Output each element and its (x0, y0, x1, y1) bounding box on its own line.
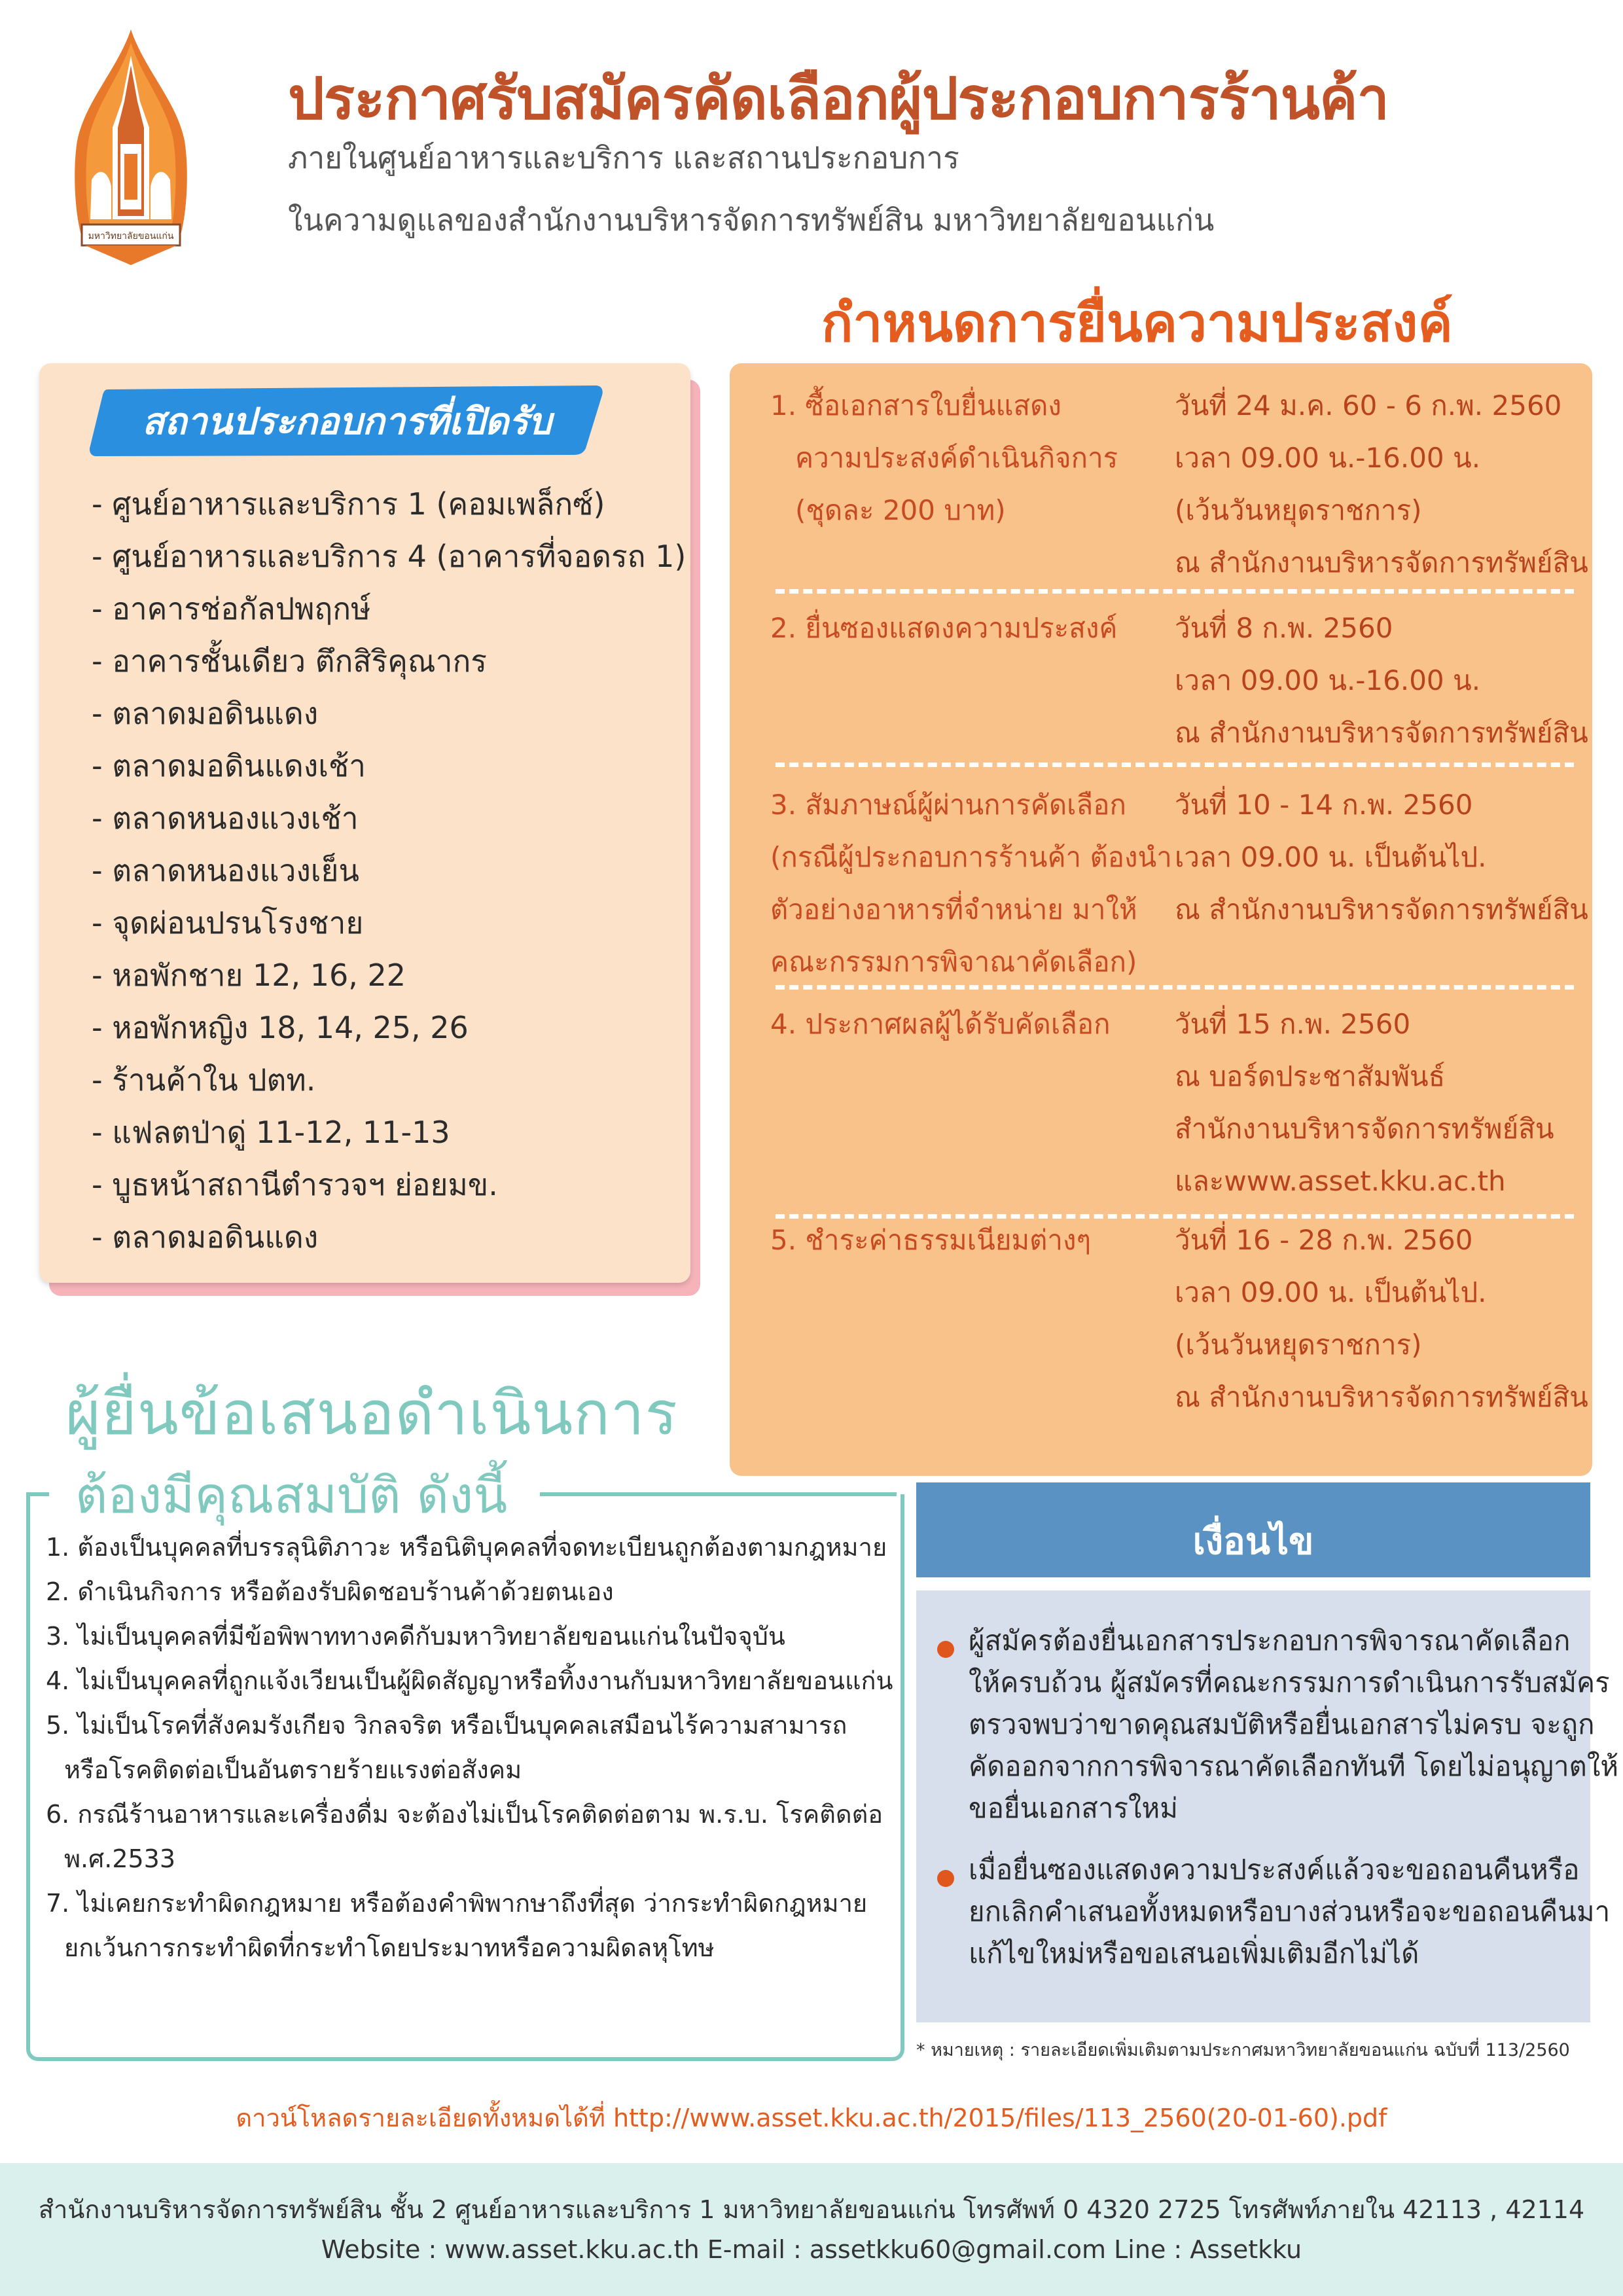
schedule-step-text-line: คณะกรรมการพิจาณาคัดเลือก) (770, 946, 1137, 978)
site-item: - บูธหน้าสถานีตำรวจฯ ย่อยมข. (92, 1167, 498, 1202)
page-subtitle-line-1: ภายในศูนย์อาหารและบริการ และสถานประกอบการ (288, 140, 959, 175)
qualification-item-line: 2. ดำเนินกิจการ หรือต้องรับผิดชอบร้านค้าด้วยตนเอง (46, 1577, 614, 1606)
footer-contacts: Website : www.asset.kku.ac.th E-mail : assetkku60@gmail.com Line : Assetkku (321, 2235, 1302, 2264)
schedule-step-detail-line: ณ บอร์ดประชาสัมพันธ์ (1175, 1060, 1446, 1092)
site-item: - ศูนย์อาหารและบริการ 1 (คอมเพล็กซ์) (92, 486, 605, 522)
schedule-step-detail (1175, 380, 1588, 589)
schedule-divider (776, 1214, 1574, 1219)
download-link-text: ดาวน์โหลดรายละเอียดทั้งหมดได้ที่ http://www.asset.kku.ac.th/2015/files/113_2560(20-01-60).pdf (236, 2104, 1387, 2132)
qualifications-list (46, 1525, 893, 1970)
qualification-item-line: 1. ต้องเป็นบุคคลที่บรรลุนิติภาวะ หรือนิติบุคคลที่จดทะเบียนถูกต้องตามกฎหมาย (46, 1533, 887, 1562)
site-item: - ตลาดหนองแวงเย็น (92, 853, 359, 888)
qualification-item-line: 3. ไม่เป็นบุคคลที่มีข้อพิพาททางคดีกับมหาวิทยาลัยขอนแก่นในปัจจุบัน (46, 1622, 785, 1651)
qualification-item-line: 5. ไม่เป็นโรคที่สังคมรังเกียจ วิกลจริต หรือเป็นบุคคลเสมือนไร้ความสามารถ (46, 1711, 847, 1740)
schedule-step-text (770, 1214, 1189, 1266)
schedule-step-detail-line: เวลา 09.00 น.-16.00 น. (1175, 664, 1481, 696)
schedule-step-detail (1175, 1214, 1588, 1424)
qualification-item-line: 7. ไม่เคยกระทำผิดกฎหมาย หรือต้องคำพิพากษาถึงที่สุด ว่ากระทำผิดกฎหมาย (46, 1889, 868, 1918)
qualifications-subtitle: ต้องมีคุณสมบัติ ดังนี้ (75, 1466, 508, 1524)
schedule-step-detail (1175, 998, 1580, 1208)
condition-item-line: ผู้สมัครต้องยื่นเอกสารประกอบการพิจารณาคัดเลือก (969, 1624, 1571, 1657)
schedule-step-detail-line: วันที่ 16 - 28 ก.พ. 2560 (1175, 1224, 1473, 1256)
schedule-step-detail-line: และwww.asset.kku.ac.th (1175, 1165, 1506, 1197)
qualification-item-line: ยกเว้นการกระทำผิดที่กระทำโดยประมาทหรือความผิดลหุโทษ (64, 1933, 715, 1962)
condition-item-line: ยกเลิกคำเสนอทั้งหมดหรือบางส่วนหรือจะขอถอนคืนมา (969, 1895, 1611, 1928)
condition-item-line: เมื่อยื่นซองแสดงความประสงค์แล้วจะขอถอนคืนหรือ (969, 1854, 1580, 1886)
schedule-step-text-line: ความประสงค์ดำเนินกิจการ (795, 442, 1118, 474)
schedule-step-detail-line: (เว้นวันหยุดราชการ) (1175, 1329, 1422, 1361)
qualification-item (46, 1525, 890, 1570)
page-subtitle-line-2: ในความดูแลของสำนักงานบริหารจัดการทรัพย์สิน มหาวิทยาลัยขอนแก่น (288, 202, 1215, 238)
site-item: - ตลาดมอดินแดงเช้า (92, 748, 366, 783)
qualification-item (46, 1614, 890, 1659)
schedule-step-text (770, 380, 1189, 537)
schedule-divider (776, 762, 1574, 767)
condition-item (969, 1849, 1611, 1975)
schedule-step-text-line: 3. สัมภาษณ์ผู้ผ่านการคัดเลือก (770, 789, 1126, 821)
schedule-step-detail-line: เวลา 09.00 น. เป็นต้นไป. (1175, 841, 1487, 873)
footnote: * หมายเหตุ : รายละเอียดเพิ่มเติมตามประกาศมหาวิทยาลัยขอนแก่น ฉบับที่ 113/2560 (916, 2040, 1570, 2060)
schedule-step-text-line: 5. ชำระค่าธรรมเนียมต่างๆ (770, 1224, 1092, 1256)
schedule-step-text (770, 602, 1189, 655)
site-item: - จุดผ่อนปรนโรงชาย (92, 905, 364, 941)
qualification-item-line: 4. ไม่เป็นบุคคลที่ถูกแจ้งเวียนเป็นผู้ผิดสัญญาหรือทิ้งงานกับมหาวิทยาลัยขอนแก่น (46, 1666, 893, 1695)
schedule-step-text-line: 4. ประกาศผลผู้ได้รับคัดเลือก (770, 1008, 1111, 1040)
schedule-step-detail (1175, 779, 1588, 936)
site-item: - แฟลตป่าดู่ 11-12, 11-13 (92, 1115, 450, 1150)
university-seal-logo (72, 29, 190, 265)
footer-address: สำนักงานบริหารจัดการทรัพย์สิน ชั้น 2 ศูนย์อาหารและบริการ 1 มหาวิทยาลัยขอนแก่น โทรศัพท์ 0 4320 2725 โทรศัพท์ภายใน 42113 , 42114 (38, 2195, 1585, 2224)
site-item: - ศูนย์อาหารและบริการ 4 (อาคารที่จอดรถ 1) (92, 539, 687, 574)
condition-item-line: ให้ครบถ้วน ผู้สมัครที่คณะกรรมการดำเนินการรับสมัคร (969, 1666, 1610, 1698)
site-item: - ตลาดมอดินแดง (92, 696, 319, 731)
sites-heading-banner (88, 383, 605, 458)
site-item: - ร้านค้าใน ปตท. (92, 1062, 316, 1098)
condition-item-line: คัดออกจากการพิจารณาคัดเลือกทันที โดยไม่อนุญาตให้ (969, 1750, 1619, 1782)
schedule-panel (730, 363, 1592, 1476)
site-item: - อาคารชั้นเดียว ตึกสิริคุณากร (92, 643, 487, 679)
sites-list (92, 478, 687, 1263)
qualification-item (46, 1659, 893, 1703)
svg-text:มหาวิทยาลัยขอนแก่น: มหาวิทยาลัยขอนแก่น (88, 231, 174, 242)
site-item: - หอพักหญิง 18, 14, 25, 26 (92, 1010, 469, 1045)
schedule-step-detail-line: ณ สำนักงานบริหารจัดการทรัพย์สิน (1175, 893, 1588, 925)
schedule-step-text (770, 998, 1189, 1050)
qualification-item-line: พ.ศ.2533 (64, 1844, 176, 1873)
schedule-step-detail-line: วันที่ 8 ก.พ. 2560 (1175, 612, 1393, 644)
site-item: - ตลาดมอดินแดง (92, 1219, 319, 1255)
schedule-step-detail-line: วันที่ 15 ก.พ. 2560 (1175, 1008, 1411, 1040)
schedule-step-detail-line: เวลา 09.00 น. เป็นต้นไป. (1175, 1276, 1487, 1308)
schedule-step-detail-line: ณ สำนักงานบริหารจัดการทรัพย์สิน (1175, 717, 1588, 749)
condition-item (969, 1620, 1619, 1829)
site-item: - ตลาดหนองแวงเช้า (92, 800, 359, 836)
schedule-step-text-line: (กรณีผู้ประกอบการร้านค้า ต้องนำ (770, 841, 1172, 873)
schedule-step-detail (1175, 602, 1588, 759)
condition-item-line: แก้ไขใหม่หรือขอเสนอเพิ่มเติมอีกไม่ได้ (969, 1937, 1419, 1969)
schedule-step-detail-line: ณ สำนักงานบริหารจัดการทรัพย์สิน (1175, 1381, 1588, 1413)
schedule-heading: กำหนดการยื่นความประสงค์ (821, 293, 1453, 353)
schedule-step-detail-line: วันที่ 10 - 14 ก.พ. 2560 (1175, 789, 1473, 821)
site-item: - อาคารช่อกัลปพฤกษ์ (92, 591, 371, 626)
site-item: - หอพักชาย 12, 16, 22 (92, 958, 406, 993)
qualifications-title: ผู้ยื่นข้อเสนอดำเนินการ (65, 1378, 678, 1448)
condition-item-line: ขอยื่นเอกสารใหม่ (969, 1792, 1178, 1824)
qualification-item-line: หรือโรคติดต่อเป็นอันตรายร้ายแรงต่อสังคม (64, 1755, 522, 1784)
qualification-item-line: 6. กรณีร้านอาหารและเครื่องดื่ม จะต้องไม่เป็นโรคติดต่อตาม พ.ร.บ. โรคติดต่อ (46, 1800, 883, 1829)
schedule-step-detail-line: สำนักงานบริหารจัดการทรัพย์สิน (1175, 1113, 1554, 1145)
schedule-step-text-line: ตัวอย่างอาหารที่จำหน่าย มาให้ (770, 893, 1137, 925)
qualification-item (46, 1792, 890, 1881)
schedule-step-text-line: 1. ซื้อเอกสารใบยื่นแสดง (770, 389, 1061, 422)
schedule-step-detail-line: ณ สำนักงานบริหารจัดการทรัพย์สิน (1175, 547, 1588, 579)
qualification-item (46, 1881, 890, 1970)
conditions-title: เงื่อนไข (1192, 1520, 1314, 1563)
schedule-step-text-line: (ชุดละ 200 บาท) (795, 494, 1006, 526)
schedule-step-text-line: 2. ยื่นซองแสดงความประสงค์ (770, 612, 1118, 644)
bullet-icon (937, 1870, 954, 1887)
schedule-step-detail-line: (เว้นวันหยุดราชการ) (1175, 494, 1422, 526)
schedule-step-text (770, 779, 1189, 988)
qualification-item (46, 1570, 890, 1614)
schedule-divider (776, 589, 1574, 594)
page-title: ประกาศรับสมัครคัดเลือกผู้ประกอบการร้านค้า (288, 65, 1389, 132)
schedule-step-detail-line: วันที่ 24 ม.ค. 60 - 6 ก.พ. 2560 (1175, 389, 1562, 422)
schedule-divider (776, 985, 1574, 990)
bullet-icon (937, 1641, 954, 1658)
schedule-step-detail-line: เวลา 09.00 น.-16.00 น. (1175, 442, 1481, 474)
qualification-item (46, 1703, 890, 1792)
footer-bar (0, 2163, 1623, 2296)
sites-heading: สถานประกอบการที่เปิดรับ (142, 401, 552, 443)
condition-item-line: ตรวจพบว่าขาดคุณสมบัติหรือยื่นเอกสารไม่ครบ จะถูก (969, 1708, 1595, 1740)
